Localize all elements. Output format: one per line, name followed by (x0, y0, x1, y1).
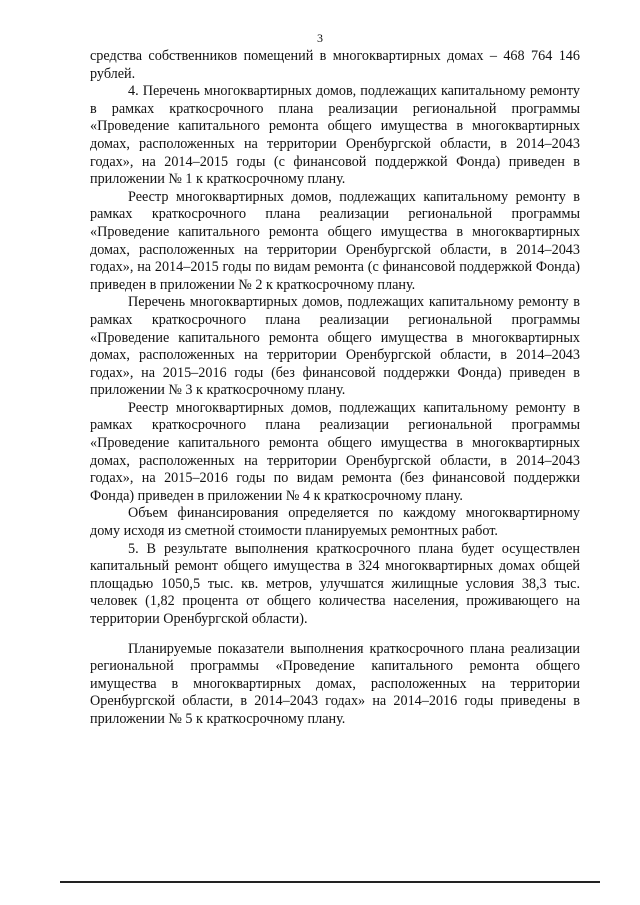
paragraph-registry-2015-2016: Реестр многоквартирных домов, подлежащих капитальному ремонту в рамках краткосрочного плана реализации региональной программы «Проведение капитального ремонта общего имущества в многоквартирных домах, расположенных на территории Оренбургской области, в 2014–2043 годах», на 2015–2016 годы по видам ремонта (без финансовой поддержки Фонда) приведен в приложении № 4 к краткосрочному плану. (90, 399, 580, 504)
bottom-rule (60, 881, 600, 883)
paragraph-funding-owners: средства собственников помещений в многоквартирных домах – 468 764 146 рублей. (90, 48, 580, 82)
paragraph-planned-indicators: Планируемые показатели выполнения краткосрочного плана реализации региональной программы «Проведение капитального ремонта общего имущества в многоквартирных домах, расположенных на территории Оренбургской области, в 2014–2043 годах» на 2014–2016 годы приведены в приложении № 5 к краткосрочному плану. (90, 640, 580, 727)
paragraph-item-5-results: 5. В результате выполнения краткосрочного плана будет осуществлен капитальный ремонт общего имущества в 324 многоквартирных домах общей площадью 1050,5 тыс. кв. метров, улучшатся жилищные условия 38,3 тыс. человек (1,82 процента от общего количества населения, проживающего на территории Оренбургской области). (90, 540, 580, 627)
page-number: 3 (317, 31, 323, 45)
paragraph-list-2015-2016: Перечень многоквартирных домов, подлежащих капитальному ремонту в рамках краткосрочного плана реализации региональной программы «Проведение капитального ремонта общего имущества в многоквартирных домах, расположенных на территории Оренбургской области, в 2014–2043 годах», на 2015–2016 годы (без финансовой поддержки Фонда) приведен в приложении № 3 к краткосрочному плану. (90, 294, 580, 399)
paragraph-item-4-list: 4. Перечень многоквартирных домов, подлежащих капитальному ремонту в рамках краткосрочного плана реализации региональной программы «Проведение капитального ремонта общего имущества в многоквартирных домах, расположенных на территории Оренбургской области, в 2014–2043 годах», на 2014–2015 годы (с финансовой поддержкой Фонда) приведен в приложении № 1 к краткосрочному плану. (90, 83, 580, 188)
paragraph-registry-2014-2015: Реестр многоквартирных домов, подлежащих капитальному ремонту в рамках краткосрочного плана реализации региональной программы «Проведение капитального ремонта общего имущества в многоквартирных домах, расположенных на территории Оренбургской области, в 2014–2043 годах», на 2014–2015 годы по видам ремонта (с финансовой поддержкой Фонда) приведен в приложении № 2 к краткосрочному плану. (90, 188, 580, 293)
document-body (90, 48, 580, 729)
paragraph-funding-volume: Объем финансирования определяется по каждому многоквартирному дому исходя из сметной стоимости планируемых ремонтных работ. (90, 505, 580, 540)
